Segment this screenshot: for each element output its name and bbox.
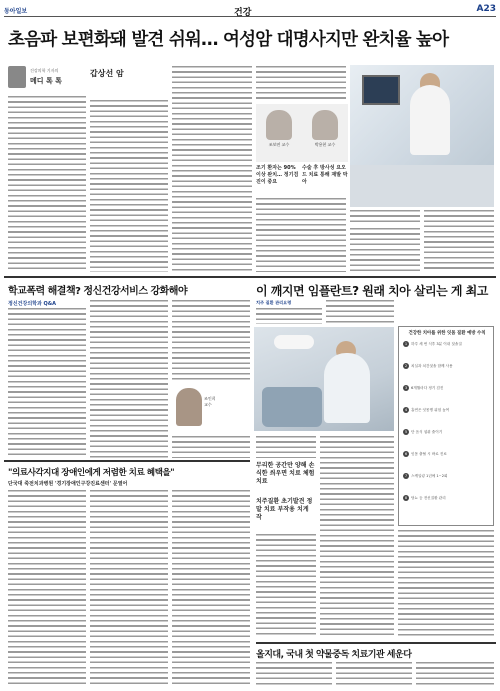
professor-photo	[176, 388, 202, 426]
section-title: 건강	[234, 8, 252, 18]
masthead: 동아일보	[4, 8, 28, 15]
doctor-photos	[256, 104, 348, 162]
bottom-left-subhead: 단국대 죽전치과병원 '경기장애인구강진료센터' 문열어	[8, 481, 128, 487]
bottom-right-column-3	[416, 662, 494, 688]
photo-caption	[350, 210, 420, 224]
pull-quote-2: 수술 후 방사성 요오드 치료 통해 재발 막아	[302, 165, 348, 185]
doctor-right	[306, 108, 344, 152]
dental-clinic-photo	[254, 327, 394, 431]
article-column-2	[90, 100, 168, 272]
dental-column-4	[256, 534, 316, 638]
bottom-left-column-3	[172, 490, 250, 686]
dentist-figure	[324, 353, 370, 423]
bottom-left-column-2	[90, 490, 168, 686]
pull-quote-1: 조기 환자는 90% 이상 완치… 정기검진이 중요	[256, 165, 299, 185]
doctor-figure	[410, 85, 450, 155]
dental-column-5	[320, 436, 394, 638]
tip-item: 1 하루 세 번 식후 3분 이내 칫솔질	[404, 342, 462, 346]
ultrasound-screen	[362, 75, 400, 105]
prevention-tips-box	[398, 326, 494, 526]
article-column-6	[350, 228, 420, 272]
tip-item: 2 치실과 치간칫솔 함께 사용	[404, 364, 453, 368]
series-title: 갑상선 암	[90, 69, 124, 78]
article-column-4	[256, 66, 346, 102]
article-column-7	[424, 210, 494, 272]
dental-headline: 이 깨지면 임플란트? 원래 치아 살리는 게 최고	[256, 284, 488, 298]
bottom-left-headline: "의료사각지대 장애인에게 저렴한 치료 혜택을"	[8, 468, 175, 478]
page-number: A23	[476, 4, 496, 14]
ultrasound-exam-photo	[350, 65, 494, 207]
bottom-right-headline: 올지대, 국내 첫 약물중독 치료기관 세운다	[256, 650, 412, 660]
school-violence-headline: 학교폭력 해결책? 정신건강서비스 강화해야	[8, 286, 188, 297]
dental-tag: 치주 질환 관리요령	[256, 300, 292, 305]
doctor-right-name: 박용현 교수	[314, 142, 336, 147]
section-divider	[4, 276, 496, 278]
article-column-3	[172, 66, 252, 272]
tip-item: 6 잇몸 출혈 시 바로 진료	[404, 452, 447, 456]
tip-item: 4 흡연은 잇몸병 위험 높여	[404, 408, 450, 412]
dental-column-1	[256, 308, 322, 324]
doctor-left	[260, 108, 298, 152]
reporter-box	[8, 66, 86, 92]
bottom-left-column-1	[8, 490, 86, 686]
reporter-photo	[8, 66, 26, 88]
dental-chair	[262, 387, 322, 427]
doctor-left-name: 조보연 교수	[268, 142, 290, 147]
reporter-name: 메디 톡 톡	[30, 77, 62, 85]
dental-column-6	[398, 530, 494, 638]
tip-item: 7 스케일링 1년에 1~2회	[404, 474, 448, 478]
bottom-left-divider	[4, 460, 250, 462]
tip-item: 3 6개월마다 정기 검진	[404, 386, 444, 390]
dental-pull-quote-2: 치주질환 초기발견 정말 치료 부작용 치게 작	[256, 498, 313, 521]
dental-pull-quote-1: 무리한 공간만 양해 손식한 씌우면 치료 체험 치료	[256, 462, 315, 485]
article-column-1	[8, 96, 86, 272]
main-headline: 초음파 보편화돼 발견 쉬워… 여성암 대명사지만 완치율 높아	[8, 30, 449, 50]
dental-lamp	[274, 335, 314, 349]
qa-title: 정신건강의학과 Q&A	[8, 301, 57, 307]
qa-column-2	[90, 300, 168, 458]
exam-bed	[350, 165, 494, 207]
dental-column-3	[256, 436, 316, 458]
doctor-right-photo	[312, 110, 338, 140]
professor-name: 조인희 교수	[204, 396, 216, 407]
qa-column-3	[172, 300, 250, 382]
dental-column-2	[326, 300, 394, 324]
article-column-5	[256, 198, 346, 272]
qa-column-1	[8, 308, 86, 458]
tip-item: 8 당뇨 등 전신질환 관리	[404, 496, 446, 500]
qa-column-4	[172, 436, 250, 458]
bottom-right-divider	[256, 642, 496, 644]
page-header	[4, 3, 496, 17]
bottom-right-column-1	[256, 662, 332, 688]
tips-title: 건강한 치아를 위한 잇몸 질환 예방 수칙	[408, 331, 486, 336]
reporter-tag: 건강의학 기자의	[30, 68, 59, 73]
bottom-right-column-2	[336, 662, 412, 688]
professor-box	[172, 386, 220, 432]
doctor-left-photo	[266, 110, 292, 140]
tip-item: 5 단 음식 섭취 줄이기	[404, 430, 443, 434]
